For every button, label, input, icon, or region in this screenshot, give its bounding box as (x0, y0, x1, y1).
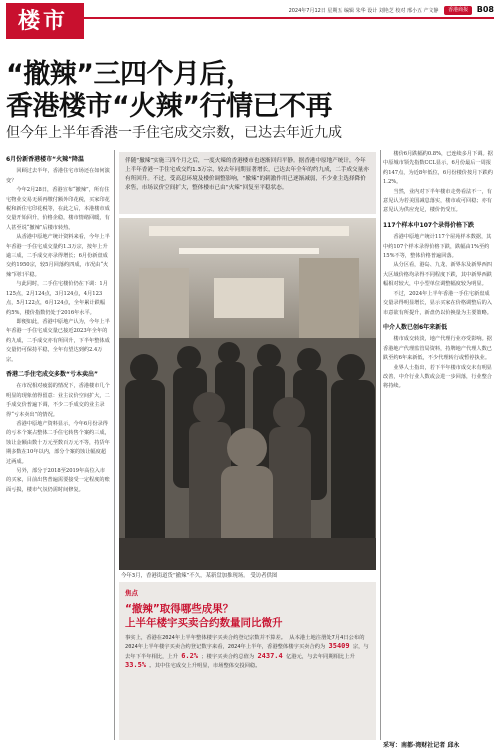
focus-text: 宗，与去年下半年相比，上升 (125, 644, 369, 660)
summary-box: 伴随“撤辣”实施三四个月之后，一度火辣的香港楼市也逐渐回归平静。据香港中原地产统计，今年上半年香港一手住宅成交约1.3万宗，较去年同期显著增长，已达去年全年的约九成，二手成交量亦有所回升。不过，受高息环境及楼价调整影响，“撤辣”的刺激作用已逐渐减弱，不少业主选择降价求售，市场议价空间扩大，整体楼市已由“火辣”回复至平稳状态。 (119, 152, 376, 214)
section-heading: 香港二手住宅成交多数“亏本卖出” (6, 370, 98, 378)
focus-body (125, 634, 370, 671)
headline-line-2: 香港楼市“火辣”行情已不再 (6, 91, 332, 122)
paragraph: 与此同时，二手住宅楼价仍在下调：1月125点，2月124点，3月124点，4月123点，5月122点，6月124点，全年累计跌幅约5%，楼价指数仍处于2016年水平。 (6, 281, 108, 316)
paragraph: 不过，2024年上半年香港一手住宅新盘成交量录得明显增长，显示买家在价格调整后的入市意欲有所提升，新盘仍以价换量为主要策略。 (383, 290, 492, 316)
paragraph: 在市况相对疲弱的情况下，香港楼市几个明显的现象值得留意：业主议价空间扩大，二手成交价普遍下调，不少二手成交的业主录得“亏本卖出”的情况。 (6, 383, 110, 418)
focus-figure: 2437.4 (257, 651, 283, 660)
paragraph: 香港中原地产资料显示，今年6月份录得的亏本个案占整体二手住宅转售个案约三成，蚀让金额由数十万元至数百万元不等，持货年期多数在10年以内，部分个案的蚀让幅度超过两成。 (6, 420, 110, 465)
paragraph: 今年2月28日，香港宣布“撤辣”，所有住宅物业交易无须再缴付额外印花税，买家印花税和新住宅印花税等，在此之后，本港楼市成交量开始回升，价格企稳，楼市情绪回暖，有人甚至说“撤辣”后楼市转热。 (6, 187, 110, 231)
page-header-bar (84, 3, 494, 19)
publication-badge: 香港商报 (444, 6, 472, 15)
left-article-column (6, 150, 110, 740)
paragraph: 从香港中原地产统计资料来看，今年上半年香港一手住宅成交量约1.3万宗，按年上升逾三成，二手成交亦录得增长；6月份新盘成交约1950宗，较5月回落约四成，市况由“火辣”回归平稳。 (6, 234, 110, 278)
crowd-photo-illustration (119, 218, 376, 570)
focus-text: 。其中住宅成交上升明显，市场整体交投回稳。 (149, 663, 261, 670)
page-number: B08 (476, 5, 494, 14)
photo-caption: 今年3月，香港街道货“撤辣”不久，某新盘加推现场。 受访者供图 (121, 573, 278, 579)
column-divider (114, 150, 115, 740)
focus-subtitle: 上半年楼宇买卖合约数量同比微升 (125, 617, 283, 629)
focus-figure: 35409 (328, 642, 350, 651)
paragraph: 当然，业内对下半年楼市走势看法不一，有意见认为若美国减息落实，楼市或可回稳；亦有意见认为供应充足，楼价仍受压。 (383, 188, 492, 214)
paragraph: 回顾过去半年，香港住宅市场还在如何演变？ (6, 168, 110, 184)
paragraph: 即便如此，香港中原地产认为，今年上半年香港一手住宅成交量已接近2023年全年的约九成，二手成交亦有所回升，下半年整体成交量仍可保持平稳，全年有望达到约2.4万宗。 (6, 318, 110, 363)
headline-line-1: “撤辣”三四个月后， (6, 59, 253, 90)
paragraph: 另外，部分于2018至2019年高位入市的买家，目前出售普遍需要接受一定程度的账面亏损，楼市气氛仍需时间修复。 (6, 468, 110, 493)
focus-figure: 33.5% (125, 661, 147, 670)
paragraph: 香港中原地产统计117个屋苑样本数据，其中约107个样本录得价格下跌，跌幅由1%至约15%不等，整体价格普遍回落。 (383, 234, 492, 260)
focus-title: “撤辣”取得哪些成果？ (125, 603, 234, 615)
subheadline: 但今年上半年香港一手住宅成交宗数，已达去年近九成 (6, 125, 342, 141)
section-label: 楼市 (6, 3, 84, 39)
paragraph: 楼市成交转淡，地产代理行业亦受影响。据香港地产代理监管局资料，持牌地产代理人数已跌至约6年来新低，不少代理转行或暂停执业。 (383, 336, 492, 362)
focus-figure: 6.2% (181, 651, 199, 660)
author-credit: 采写：南都·湾财社记者 邱永 (383, 742, 460, 749)
focus-text: ；楼宇买卖合约总值为 (201, 653, 255, 660)
focus-text: 亿港元，与去年同期相比上升 (285, 653, 355, 660)
section-heading: 中介人数已创6年来新低 (383, 323, 448, 331)
paragraph: 从分区看，港岛、九龙、新界东及新界西四大区域价格均录得不同程度下跌，其中新界西跌幅相对较大，中小型单位调整幅度较为明显。 (383, 262, 492, 288)
focus-box (119, 582, 376, 740)
right-article-column (383, 150, 494, 740)
paragraph: 业界人士指出，若下半年楼市成交未有明显改善，中介行业人数或会进一步回落，行业整合将持续。 (383, 364, 492, 390)
sales-office-photo (119, 218, 376, 570)
column-divider (380, 150, 381, 740)
paragraph: 楼价6月跌幅约0.8%，已连续多月下调。据中原城市领先指数CCL显示，6月份最后一周报约147点，为近8年低位，6月份楼价按月下跌约1.2%。 (383, 151, 493, 186)
section-heading: 117个样本中107个录得价格下跌 (383, 221, 475, 229)
focus-text: 从本港土地注册处7月4日公布的2024年上半年楼宇买卖合约登记数字来看，2024年上半年，香港整体楼宇买卖合约为 (125, 635, 365, 651)
focus-text: 事实上，香港在2024年上半年整体楼宇买卖合约登记宗数并不算差。 (125, 635, 287, 641)
issue-meta: 2024年7月12日 星期五 编辑 朱华 设计 刘艳芝 校对 邢小五 产文静 (288, 7, 439, 14)
focus-tag: 焦点 (125, 589, 138, 597)
section-heading: 6月份新香港楼市“火辣”降温 (6, 156, 85, 163)
